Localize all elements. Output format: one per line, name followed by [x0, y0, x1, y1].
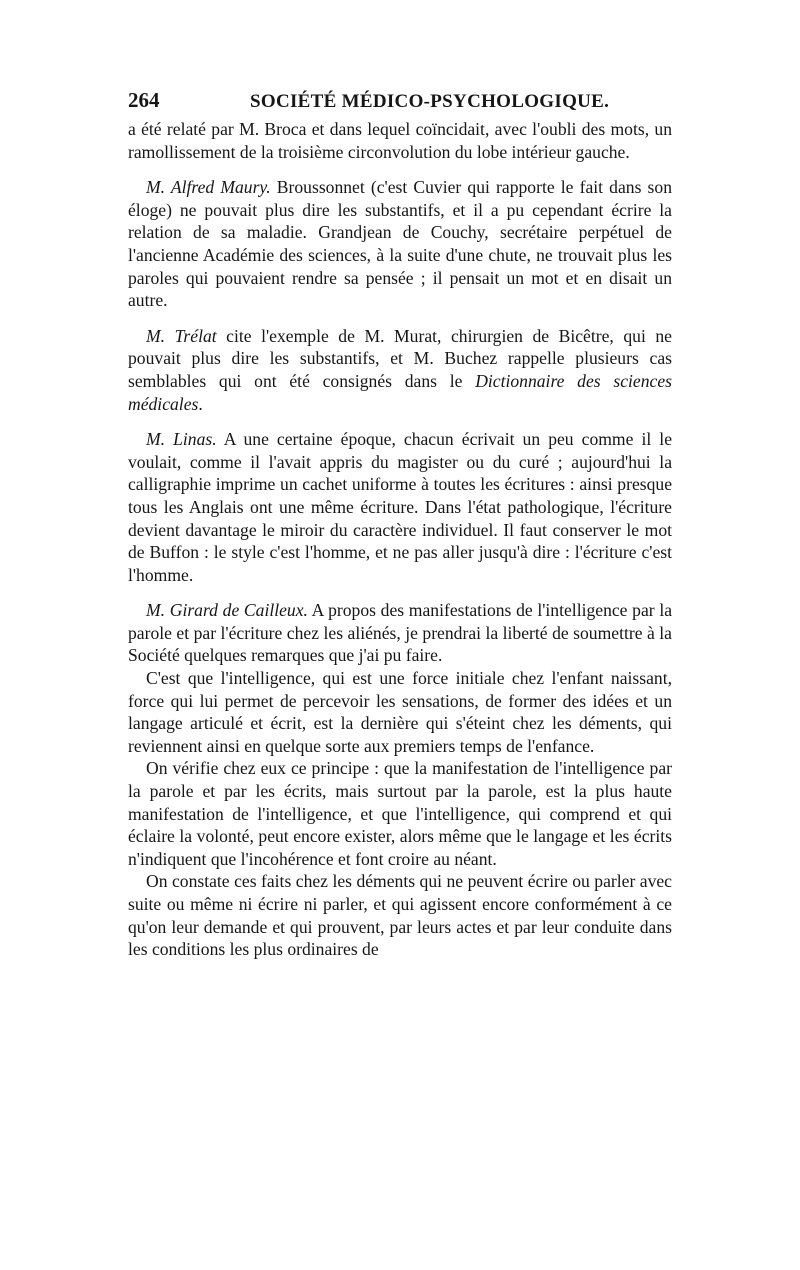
paragraph-linas — [128, 428, 672, 586]
paragraph-text: On vérifie chez eux ce principe : que la manifestation de l'intelligence par la parole et par les écrits, mais surtout par la parole, est la plus haute manifestation de l'intelligence, et que l'intelligence, qui comprend et qui éclaire la volonté, peut encore exister, alors même que le langage et les écrits n'indiquent que l'incohérence et font croire au néant. — [128, 758, 672, 869]
paragraph-text: C'est que l'intelligence, qui est une force initiale chez l'enfant naissant, force qui lui permet de percevoir les sensations, de former des idées et un langage articulé et écrit, est la dernière qui s'éteint chez les déments, qui reviennent ainsi en quelque sorte aux premiers temps de l'enfance. — [128, 668, 672, 756]
paragraph-principe — [128, 757, 672, 870]
speaker-name: M. Linas. — [146, 429, 217, 450]
paragraph-girard — [128, 599, 672, 667]
page-body — [128, 118, 672, 961]
paragraph-intelligence — [128, 667, 672, 757]
cited-work-title: Dictionnaire des sciences médicales — [128, 370, 672, 414]
paragraph-text: On constate ces faits chez les déments qui ne peuvent écrire ou parler avec suite ou même ni écrire ni parler, et qui agissent encore conformément à ce qu'on leur demande et qui prouvent, par leurs actes et par leur conduite dans les conditions les plus ordinaires de — [128, 871, 672, 960]
speaker-name: M. Girard de Cailleux. — [146, 600, 308, 621]
paragraph-text: cite l'exemple de M. Murat, chirurgien de Bicêtre, qui ne pouvait plus dire les substantifs, et M. Buchez rappelle plusieurs cas semblables qui ont été consignés dans le — [128, 325, 672, 391]
book-page — [128, 88, 672, 961]
running-title: SOCIÉTÉ MÉDICO-PSYCHOLOGIQUE. — [250, 91, 610, 112]
paragraph-trelat — [128, 325, 672, 415]
page-number: 264 — [128, 88, 160, 112]
paragraph-text: A une certaine époque, chacun écrivait un peu comme il le voulait, comme il l'avait appris du magister ou du curé ; aujourd'hui la calligraphie imprime un cachet uniforme à toutes les écritures : ainsi presque tous les Anglais ont une même écriture. Dans l'état pathologique, l'écriture devient davantage le miroir du caractère individuel. Il faut conserver le mot de Buffon : le style c'est l'homme, et ne pas aller jusqu'à dire : l'écriture c'est l'homme. — [128, 429, 672, 585]
paragraph-text-end: . — [198, 393, 203, 414]
paragraph-maury — [128, 176, 672, 312]
speaker-name: M. Alfred Maury. — [146, 177, 271, 198]
speaker-name: M. Trélat — [146, 325, 217, 346]
paragraph-1 — [128, 118, 672, 163]
paragraph-text: a été relaté par M. Broca et dans lequel coïncidait, avec l'oubli des mots, un ramollissement de la troisième circonvolution du lobe intérieur gauche. — [128, 119, 672, 162]
paragraph-text: Broussonnet (c'est Cuvier qui rapporte le fait dans son éloge) ne pouvait plus dire les substantifs, et il a pu cependant écrire la relation de sa maladie. Grandjean de Couchy, secrétaire perpétuel de l'ancienne Académie des sciences, à la suite d'une chute, ne trouvait plus les paroles qui pouvaient rendre sa pensée ; il pensait un mot et en disait un autre. — [128, 177, 672, 311]
page-header — [128, 88, 672, 118]
paragraph-dements — [128, 870, 672, 960]
paragraph-text: A propos des manifestations de l'intelligence par la parole et par l'écriture chez les aliénés, je prendrai la liberté de soumettre à la Société quelques remarques que j'ai pu faire. — [128, 600, 673, 666]
